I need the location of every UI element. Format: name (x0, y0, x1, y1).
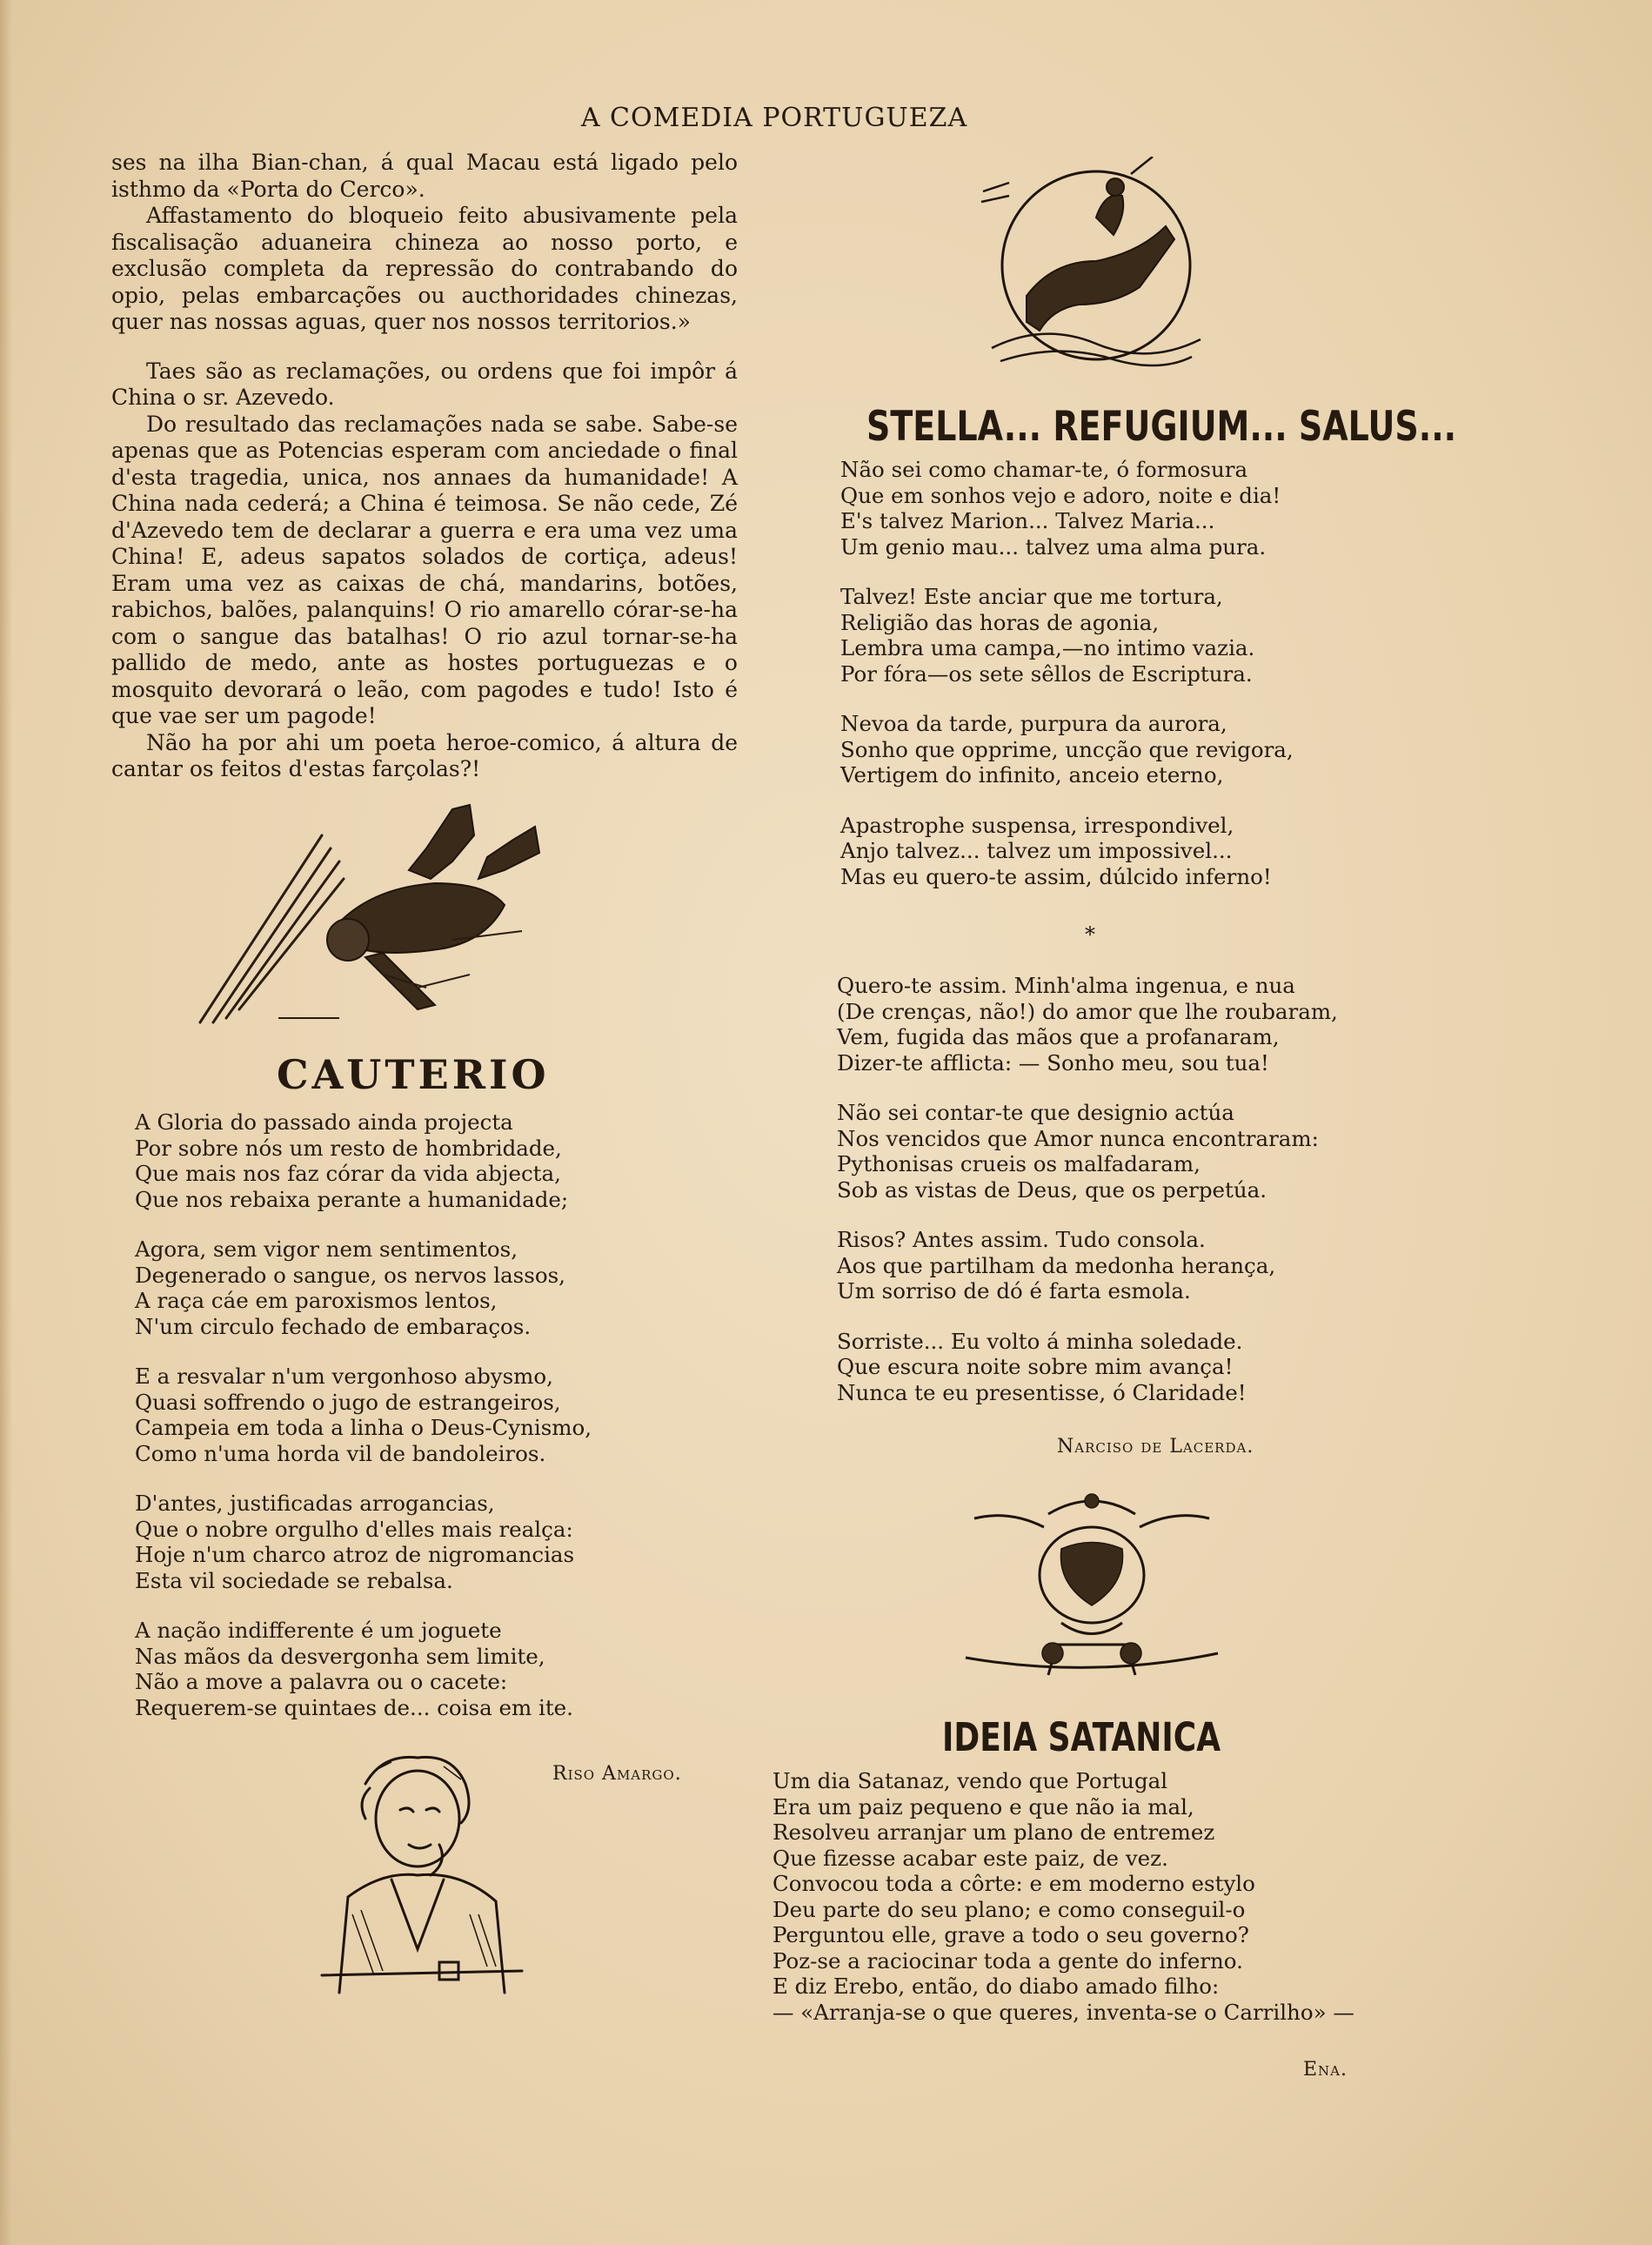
poem-line: Que o nobre orgulho d'elles mais realça: (135, 1516, 573, 1542)
poem-stanza (837, 1329, 1463, 1406)
poem-line: Sorriste... Eu volto á minha soledade. (837, 1328, 1243, 1354)
poem-line: Poz-se a raciocinar toda a gente do inferno. (772, 1947, 1243, 1974)
horseman-illustration (966, 157, 1227, 383)
poem-line: Um dia Satanaz, vendo que Portugal (772, 1768, 1168, 1793)
poem-line: Um genio mau... talvez uma alma pura. (840, 533, 1267, 560)
poem-line: Esta vil sociedade se rebalsa. (135, 1567, 453, 1593)
poem-line: Que em sonhos vejo e adoro, noite e dia! (840, 482, 1281, 508)
poem-line: Que mais nos faz córar da vida abjecta, (135, 1161, 561, 1186)
poem-stanza (840, 711, 1449, 788)
poem-line: Nas mãos da desvergonha sem limite, (135, 1643, 545, 1669)
poem-line: Que escura noite sobre mim avança! (837, 1354, 1234, 1379)
poem-line: Vem, fugida das mãos que a profanaram, (837, 1024, 1280, 1049)
poem-stanza (135, 1364, 622, 1466)
poem-line: Por sobre nós um resto de hombridade, (135, 1135, 562, 1161)
poem-line: Não sei como chamar-te, ó formosura (840, 457, 1248, 482)
stella-poem (840, 457, 1449, 914)
poem-stanza (837, 1227, 1463, 1304)
prose-paragraph: Do resultado das reclamações nada se sabe. Sabe-se apenas que as Potencias esperam com anciedade o final d'esta tragedia, unica, nos annaes da humanidade! A China nada cederá; a China é teimosa. Se não cede, Zé d'Azevedo tem de declarar a guerra e era uma vez uma China! E, adeus sapatos solados de cortiça, adeus! Eram uma vez as caixas de chá, mandarins, botões, rabichos, balões, palanquins! O rio amarello córar-se-ha com o sangue das batalhas! O rio azul tornar-se-ha pallido de medo, ante as hostes portuguezas e o mosquito devorará o leão, com pagodes e tudo! Isto é que vae ser um pagode! (111, 411, 738, 728)
poem-line: A Gloria do passado ainda projecta (135, 1109, 513, 1135)
poem-line: Degenerado o sangue, os nervos lassos, (135, 1262, 565, 1288)
poem-line: Anjo talvez... talvez um impossivel... (840, 838, 1233, 863)
poem-line: Nos vencidos que Amor nunca encontraram: (837, 1125, 1319, 1151)
poem-line: E's talvez Marion... Talvez Maria... (840, 508, 1215, 533)
poem-line: Sonho que opprime, uncção que revigora, (840, 736, 1294, 762)
poem-line: Dizer-te afflicta: — Sonho meu, sou tua! (837, 1049, 1269, 1076)
poem-line: Não a move a palavra ou o cacete: (135, 1669, 508, 1694)
poem-stanza (135, 1618, 622, 1720)
poem-line: Convocou toda a côrte: e em moderno estylo (772, 1871, 1255, 1896)
poem-line: E a resvalar n'um vergonhoso abysmo, (135, 1364, 553, 1389)
cauterio-signature: Riso Amargo. (552, 1763, 682, 1785)
poem-line: D'antes, justificadas arrogancias, (135, 1491, 495, 1516)
falling-man-illustration (191, 801, 574, 1035)
poem-line: Lembra uma campa,—no intimo vazia. (840, 635, 1255, 660)
poem-line: Deu parte do seu plano; e como conseguil-o (772, 1896, 1246, 1922)
prose-paragraph: Taes são as reclamações, ou ordens que foi impôr á China o sr. Azevedo. (111, 358, 738, 410)
urn-illustration (948, 1479, 1235, 1688)
poem-line: Nevoa da tarde, purpura da aurora, (840, 711, 1227, 736)
stella-signature: Narciso de Lacerda. (1057, 1436, 1254, 1458)
poem-line: Não sei contar-te que designio actúa (837, 1100, 1234, 1125)
poem-line: Vertigem do infinito, anceio eterno, (840, 762, 1224, 787)
stella-title: STELLA... REFUGIUM... SALUS... (866, 402, 1457, 450)
poem-line: Talvez! Este anciar que me tortura, (840, 584, 1223, 609)
poem-stanza (840, 457, 1449, 560)
poem-line: A raça cáe em paroxismos lentos, (135, 1288, 498, 1313)
poem-stanza (840, 584, 1449, 687)
poem-stanza (840, 813, 1449, 890)
poem-line: Mas eu quero-te assim, dúlcido inferno! (840, 863, 1272, 889)
page-edge-shadow (0, 0, 12, 2245)
poem-line: Sob as vistas de Deus, que os perpetúa. (837, 1176, 1267, 1203)
poem-line: A nação indifferente é um joguete (135, 1618, 502, 1643)
poem-stanza (135, 1109, 622, 1212)
poem-line: Hoje n'um charco atroz de nigromancias (135, 1542, 575, 1567)
poem-line: Era um paiz pequeno e que não ia mal, (772, 1793, 1194, 1819)
section-divider-star: * (1085, 922, 1095, 947)
running-header: A COMEDIA PORTUGUEZA (580, 103, 968, 133)
ideia-title: IDEIA SATANICA (942, 1716, 1221, 1761)
poem-line: Por fóra—os sete sêllos de Escriptura. (840, 660, 1253, 687)
poem-line: Nunca te eu presentisse, ó Claridade! (837, 1379, 1247, 1405)
poem-line: Perguntou elle, grave a todo o seu governo? (772, 1922, 1249, 1947)
poem-line: N'um circulo fechado de embaraços. (135, 1313, 532, 1339)
stella-poem-part-2 (837, 973, 1463, 1430)
left-prose (111, 150, 738, 783)
prose-paragraph: Affastamento do bloqueio feito abusivamente pela fiscalisação aduaneira chineza ao nosso porto, e exclusão completa da repressão do contrabando do opio, pelas embarcações ou aucthoridades chinezas, quer nas nossas aguas, quer nos nossos territorios.» (111, 203, 738, 334)
poem-stanza (135, 1491, 622, 1593)
thinking-man-illustration (287, 1749, 539, 2010)
poem-stanza (135, 1236, 622, 1339)
poem-line: Um sorriso de dó é farta esmola. (837, 1278, 1191, 1303)
poem-line: Religião das horas de agonia, (840, 609, 1160, 635)
poem-line: Aos que partilham da medonha herança, (837, 1252, 1276, 1278)
poem-line: — «Arranja-se o que queres, inventa-se o Carrilho» — (772, 1999, 1354, 2025)
poem-line: Que fizesse acabar este paiz, de vez. (772, 1845, 1168, 1871)
poem-line: Apastrophe suspensa, irrespondivel, (840, 812, 1234, 838)
poem-line: Como n'uma horda vil de bandoleiros. (135, 1440, 546, 1466)
poem-line: Quasi soffrendo o jugo de estrangeiros, (135, 1389, 561, 1415)
poem-stanza (837, 973, 1463, 1076)
poem-line: Requerem-se quintaes de... coisa em ite. (135, 1694, 573, 1720)
poem-line: Pythonisas crueis os malfadaram, (837, 1151, 1201, 1176)
poem-line: E diz Erebo, então, do diabo amado filho: (772, 1974, 1220, 1999)
cauterio-poem (135, 1109, 622, 1745)
ideia-poem (772, 1768, 1399, 2025)
poem-line: Campeia em toda a linha o Deus-Cynismo, (135, 1415, 592, 1440)
poem-stanza (837, 1100, 1463, 1203)
prose-paragraph: Não ha por ahi um poeta heroe-comico, á altura de cantar os feitos d'estas farçolas?! (111, 729, 738, 781)
cauterio-title: CAUTERIO (277, 1051, 550, 1098)
prose-paragraph: ses na ilha Bian-chan, á qual Macau está ligado pelo isthmo da «Porta do Cerco». (111, 150, 738, 202)
poem-line: (De crenças, não!) do amor que lhe roubaram, (837, 998, 1338, 1024)
poem-line: Risos? Antes assim. Tudo consola. (837, 1227, 1206, 1252)
ideia-signature: Ena. (1303, 2059, 1348, 2081)
poem-line: Quero-te assim. Minh'alma ingenua, e nua (837, 973, 1295, 998)
poem-line: Que nos rebaixa perante a humanidade; (135, 1186, 569, 1212)
poem-line: Agora, sem vigor nem sentimentos, (135, 1236, 518, 1262)
poem-line: Resolveu arranjar um plano de entremez (772, 1819, 1215, 1845)
